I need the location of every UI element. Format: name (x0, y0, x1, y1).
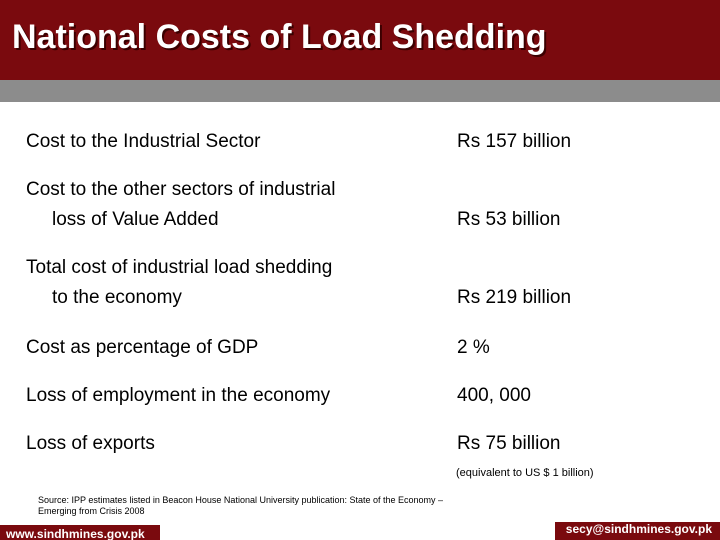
row-label-line1: Total cost of industrial load shedding (26, 257, 333, 278)
row-label-total-cost (26, 253, 332, 313)
row-value-industrial-cost: Rs 157 billion (457, 131, 572, 152)
row-label-line1: Loss of employment in the economy (26, 385, 331, 406)
row-label-gdp (26, 333, 258, 363)
row-label-exports (26, 429, 155, 459)
row-label-line1: Cost to the Industrial Sector (26, 131, 261, 152)
row-value-exports: Rs 75 billion (457, 433, 561, 454)
footer-website[interactable]: www.sindhmines.gov.pk (0, 525, 160, 540)
page-title: National Costs of Load Shedding (12, 18, 547, 56)
footer-email[interactable]: secy@sindhmines.gov.pk (555, 522, 720, 540)
row-value-total-cost: Rs 219 billion (457, 287, 572, 308)
divider-bar (0, 80, 720, 102)
row-label-other-sectors (26, 175, 335, 235)
row-label-line2: loss of Value Added (52, 209, 219, 230)
row-value-employment: 400, 000 (457, 385, 531, 406)
row-label-line2: to the economy (52, 287, 182, 308)
source-citation: Source: IPP estimates listed in Beacon House National University publication: State of the Economy – Emerging from Crisis 2008 (38, 495, 444, 516)
row-label-employment (26, 381, 330, 411)
row-label-industrial-cost (26, 127, 260, 157)
row-value-gdp: 2 % (457, 337, 490, 358)
row-value-other-sectors: Rs 53 billion (457, 209, 561, 230)
title-banner (0, 0, 720, 80)
row-label-line1: Loss of exports (26, 433, 155, 454)
currency-note: (equivalent to US $ 1 billion) (456, 467, 594, 479)
row-label-line1: Cost to the other sectors of industrial (26, 179, 336, 200)
row-label-line1: Cost as percentage of GDP (26, 337, 259, 358)
